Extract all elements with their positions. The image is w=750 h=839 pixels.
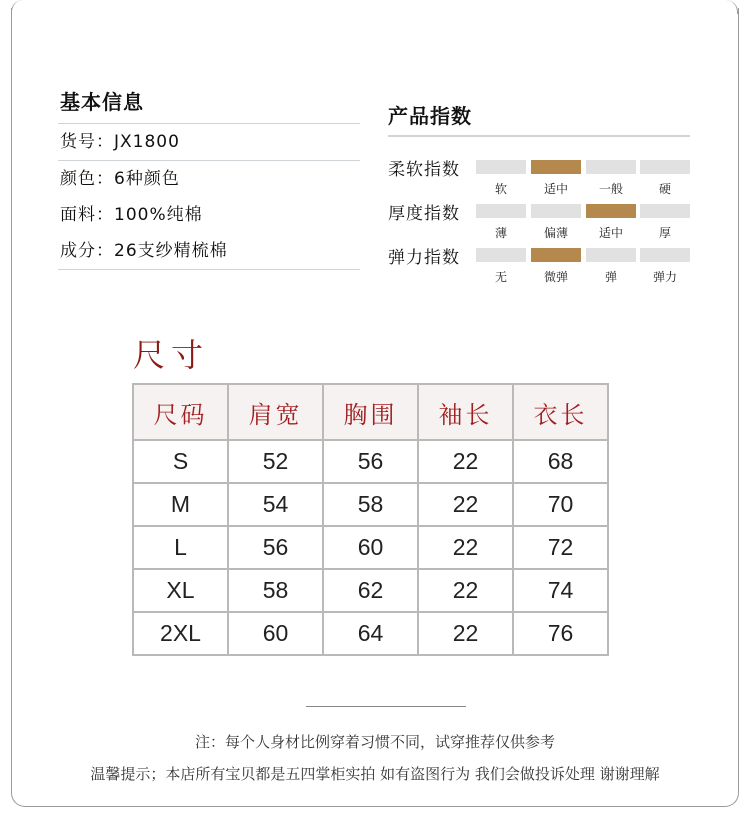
basic-info-title: 基本信息 (60, 90, 144, 114)
size-cell: 22 (418, 440, 513, 483)
divider (58, 269, 360, 270)
table-row (133, 483, 608, 526)
index-tick-label: 适中 (543, 182, 568, 196)
index-tick-label: 弹力 (652, 270, 677, 284)
fit-note: 注：每个人身材比例穿着习惯不同，试穿推荐仅供参考 (194, 733, 555, 751)
size-cell: 62 (323, 569, 418, 612)
size-cell: 58 (228, 569, 323, 612)
frame-corner-left (11, 0, 24, 14)
index-row (388, 147, 690, 196)
index-bar (586, 248, 636, 262)
table-row (133, 440, 608, 483)
size-header-cell: 衣长 (513, 384, 608, 440)
size-cell: 70 (513, 483, 608, 526)
size-cell: 76 (513, 612, 608, 655)
size-cell: 68 (513, 440, 608, 483)
size-cell: 2XL (133, 612, 228, 655)
size-cell: 60 (228, 612, 323, 655)
size-table-body (133, 440, 608, 655)
table-row (133, 569, 608, 612)
size-cell: M (133, 483, 228, 526)
index-bar (476, 248, 526, 262)
size-cell: 60 (323, 526, 418, 569)
index-ticks (476, 268, 690, 284)
index-row (388, 191, 690, 240)
basic-info-section (58, 86, 360, 270)
divider (388, 135, 690, 137)
index-bar (586, 160, 636, 174)
index-tick-label: 厚 (658, 226, 671, 240)
size-cell: 54 (228, 483, 323, 526)
product-index-section (388, 100, 690, 284)
size-cell: 64 (323, 612, 418, 655)
size-title: 尺寸 (133, 336, 210, 374)
index-scale (476, 248, 690, 262)
index-scale (476, 204, 690, 218)
size-header-cell: 肩宽 (228, 384, 323, 440)
index-tick-label: 微弹 (543, 270, 568, 284)
size-header-cell: 尺码 (133, 384, 228, 440)
size-table-header (133, 384, 608, 440)
index-tick-label: 硬 (658, 182, 671, 196)
size-table (132, 383, 609, 656)
index-label: 厚度指数 (388, 204, 460, 224)
index-bar-selected (531, 160, 581, 174)
index-bar (640, 160, 690, 174)
size-cell: XL (133, 569, 228, 612)
index-bar-selected (531, 248, 581, 262)
table-row (133, 526, 608, 569)
frame-corner-right (725, 0, 738, 14)
divider (306, 706, 466, 707)
info-row-composition: 成分：26支纱精梳棉 (60, 241, 228, 261)
size-cell: 22 (418, 483, 513, 526)
table-row (133, 612, 608, 655)
index-tick-label: 适中 (598, 226, 623, 240)
index-tick-label: 无 (494, 270, 507, 284)
index-label: 柔软指数 (388, 160, 460, 180)
index-tick-label: 弹 (604, 270, 617, 284)
index-rows (388, 147, 690, 284)
size-cell: 56 (228, 526, 323, 569)
size-cell: L (133, 526, 228, 569)
index-scale (476, 160, 690, 174)
index-bar (476, 204, 526, 218)
product-index-title: 产品指数 (388, 104, 472, 128)
index-tick-label: 偏薄 (543, 226, 568, 240)
size-cell: S (133, 440, 228, 483)
index-bar (640, 204, 690, 218)
size-header-cell: 胸围 (323, 384, 418, 440)
warm-tip: 温馨提示；本店所有宝贝都是五四掌柜实拍 如有盗图行为 我们会做投诉处理 谢谢理解 (90, 765, 660, 783)
index-label: 弹力指数 (388, 248, 460, 268)
index-tick-label: 一般 (598, 182, 623, 196)
size-cell: 72 (513, 526, 608, 569)
size-cell: 56 (323, 440, 418, 483)
size-cell: 52 (228, 440, 323, 483)
index-bar (476, 160, 526, 174)
index-bar-selected (586, 204, 636, 218)
index-tick-label: 薄 (494, 226, 507, 240)
info-row-fabric: 面料：100%纯棉 (60, 205, 203, 225)
index-row (388, 235, 690, 284)
index-bar (640, 248, 690, 262)
size-cell: 74 (513, 569, 608, 612)
info-row-color: 颜色：6种颜色 (60, 169, 180, 189)
size-cell: 58 (323, 483, 418, 526)
size-cell: 22 (418, 526, 513, 569)
index-bar (531, 204, 581, 218)
info-row-item-no: 货号：JX1800 (60, 132, 180, 152)
size-cell: 22 (418, 569, 513, 612)
size-cell: 22 (418, 612, 513, 655)
index-tick-label: 软 (494, 182, 507, 196)
size-header-cell: 袖长 (418, 384, 513, 440)
